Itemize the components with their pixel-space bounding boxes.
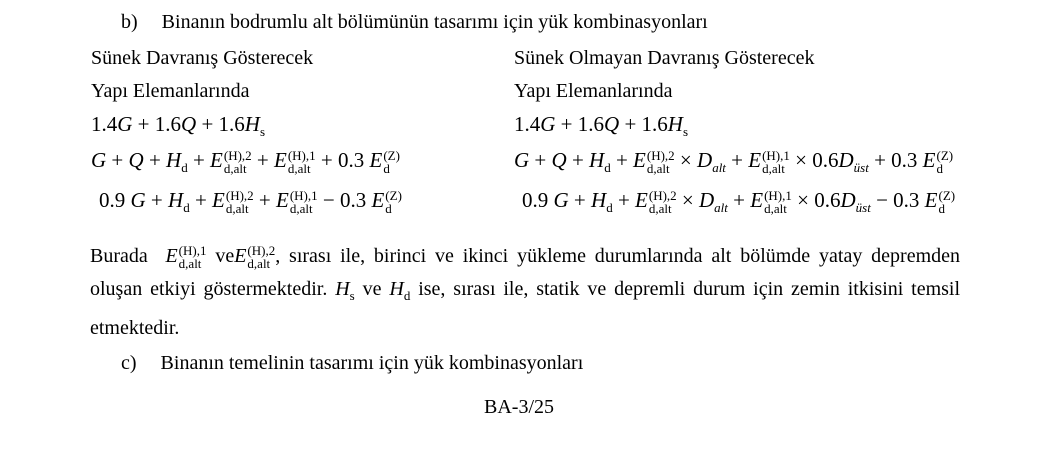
page-number: BA-3/25	[484, 396, 554, 418]
explanation-paragraph: Burada E (H),1 d,alt veE (H),2 d,alt , sırası ile, birinci ve ikinci yükleme durumlarında alt bölümde yatay depremden oluşan etkiyi göstermektedir. $H_s$ ve $H_d$ ise, sırası ile, statik ve depremli durum için zemin itkisini temsil etmektedir.	[90, 243, 961, 339]
left-equation-2: $G + Q + H_d + E$ (H),2 d,alt + E (H),1 d,alt + 0.3 E (Z) d	[91, 148, 400, 177]
section-c-title: Binanın temelinin tasarımı için yük kombinasyonları	[160, 352, 584, 374]
section-b-heading	[121, 10, 708, 34]
left-equation-1: $1.4G + 1.6Q + 1.6H_s$	[91, 112, 266, 139]
left-heading-line2: Yapı Elemanlarında	[91, 80, 250, 102]
section-c-label: c)	[121, 352, 137, 374]
explanation-part2: ve	[215, 245, 235, 267]
left-heading-line1: Sünek Davranış Gösterecek	[91, 47, 314, 69]
section-b-title: Binanın bodrumlu alt bölümünün tasarımı için yük kombinasyonları	[161, 11, 708, 33]
right-equation-1: $1.4G + 1.6Q + 1.6H_s$	[514, 112, 689, 139]
explanation-part3: , sırası ile, birinci ve ikinci yükleme durumlarında alt bölümde yatay depremden oluşan etkiyi göstermektedir.	[90, 245, 961, 300]
explanation-part4: ve	[362, 278, 382, 300]
right-equation-3: 0.9 $G + H_d + E$ (H),2 d,alt × $D_{alt} + E$ (H),1 d,alt × $0.6D_{üst} - 0.3$ E (Z) d	[522, 188, 956, 217]
right-heading-line2: Yapı Elemanlarında	[514, 80, 673, 102]
left-equation-3: 0.9 $G + H_d + E$ (H),2 d,alt + E (H),1 d,alt − 0.3 E (Z) d	[99, 188, 402, 217]
explanation-part1: Burada	[90, 245, 148, 267]
right-heading-line1: Sünek Olmayan Davranış Gösterecek	[514, 47, 815, 69]
explanation-part5: ise, sırası ile, statik ve depremli durum için zemin itkisini temsil etmektedir.	[90, 278, 961, 339]
section-c-heading	[121, 351, 583, 375]
section-b-label: b)	[121, 11, 138, 33]
right-equation-2: $G + Q + H_d + E$ (H),2 d,alt × $D_{alt} + E$ (H),1 d,alt × $0.6D_{üst} + 0.3$ E (Z) d	[514, 148, 954, 177]
